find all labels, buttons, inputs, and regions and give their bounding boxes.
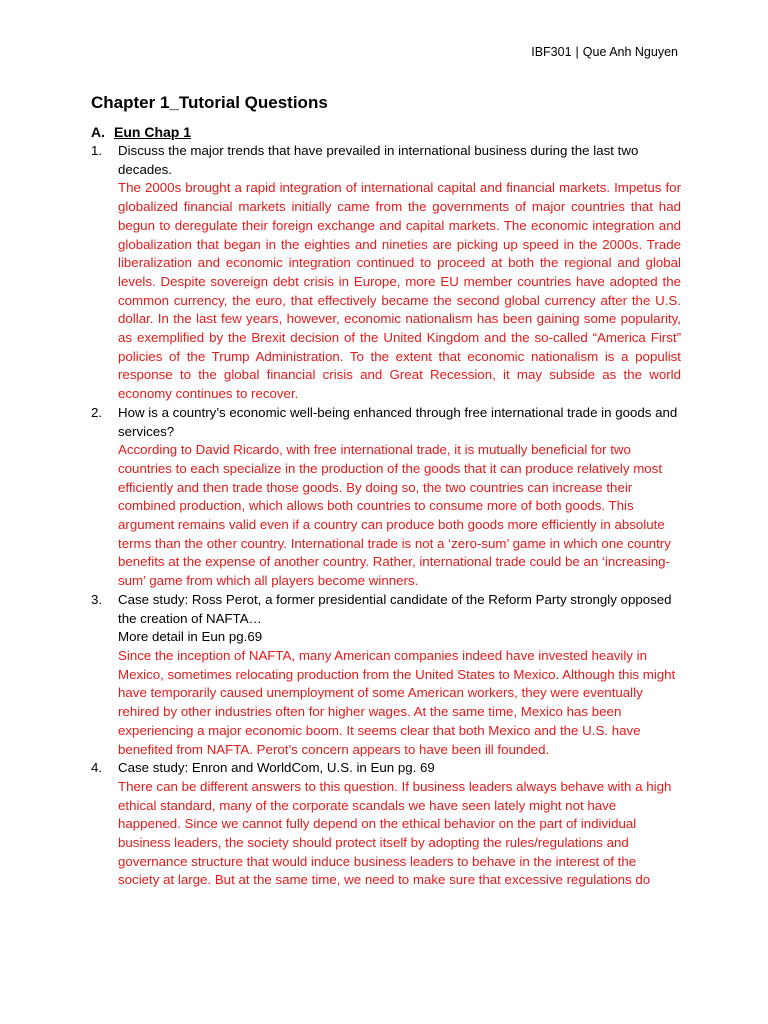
question-number: 1. xyxy=(91,143,103,158)
question-text: How is a country’s economic well-being enhanced through free international trade in goods and services? xyxy=(118,404,678,439)
section-letter: A. xyxy=(91,124,105,140)
question-item xyxy=(91,142,681,404)
answer-text: According to David Ricardo, with free international trade, it is mutually beneficial for two countries to each specialize in the production of the goods that it can produce relatively most efficiently and then trade those goods. By doing so, the two countries can increase their combined production, which allows both countries to consume more of both goods. This argument remains valid even if a country can produce both goods more efficiently in absolute terms than the other country. International trade is not a ‘zero-sum’ game in which one country benefits at the expense of another country. Rather, international trade could be an ‘increasing-sum’ game from which all players become winners. xyxy=(118,442,671,589)
question-item xyxy=(91,759,681,890)
question-text: Discuss the major trends that have prevailed in international business during the last two decades. xyxy=(118,143,639,177)
question-list xyxy=(91,142,681,890)
answer-text: There can be different answers to this question. If business leaders always behave with a high ethical standard, many of the corporate scandals we have seen lately might not have happened. Since we cannot fully depend on the ethical behavior on the part of individual business leaders, the society should protect itself by adopting the rules/regulations and governance structure that would induce business leaders to behave in the interest of the society at large. But at the same time, we need to make sure that excessive regulations do xyxy=(118,778,672,888)
question-extra-note: More detail in Eun pg.69 xyxy=(118,629,263,645)
question-item xyxy=(91,404,681,591)
question-number: 4. xyxy=(91,760,103,776)
question-number: 3. xyxy=(91,591,103,607)
answer-text: The 2000s brought a rapid integration of international capital and financial markets. Impetus for globalized financial markets initially came from the governments of major countries that had begun to deregulate their foreign exchange and capital markets. The economic integration and globalization that began in the eighties and nineties are picking up speed in the 2000s. Trade liberalization and economic integration continued to proceed at both the regional and global levels. Despite sovereign debt crisis in Europe, more EU member countries have adopted the common currency, the euro, that effectively became the second global currency after the U.S. dollar. In the last few years, however, economic nationalism has been gaining some popularity, as exemplified by the Brexit decision of the United Kingdom and the so-called “America First” policies of the Trump Administration. To the extent that economic nationalism is a populist response to the global financial crisis and Great Recession, it may subside as the world economy continues to recover. xyxy=(118,180,681,402)
author-name: Que Anh Nguyen xyxy=(582,45,678,59)
course-code: IBF301 xyxy=(531,45,572,59)
header-separator: | xyxy=(575,45,579,59)
page-title: Chapter 1_Tutorial Questions xyxy=(91,93,328,112)
question-text: Case study: Enron and WorldCom, U.S. in Eun pg. 69 xyxy=(118,760,435,776)
question-number: 2. xyxy=(91,404,103,420)
question-text: Case study: Ross Perot, a former presidential candidate of the Reform Party strongly opposed the creation of NAFTA… xyxy=(118,591,672,626)
section-heading xyxy=(91,124,191,140)
section-label: Eun Chap 1 xyxy=(114,124,192,140)
page-header xyxy=(531,45,678,59)
question-item xyxy=(91,591,681,759)
answer-text: Since the inception of NAFTA, many American companies indeed have invested heavily in Mexico, sometimes relocating production from the United States to Mexico. Although this might have temporarily caused unemployment of some American workers, they were eventually rehired by other industries often for higher wages. At the same time, Mexico has been experiencing a major economic boom. It seems clear that both Mexico and the U.S. have benefited from NAFTA. Perot’s concern appears to have been ill founded. xyxy=(118,647,676,757)
